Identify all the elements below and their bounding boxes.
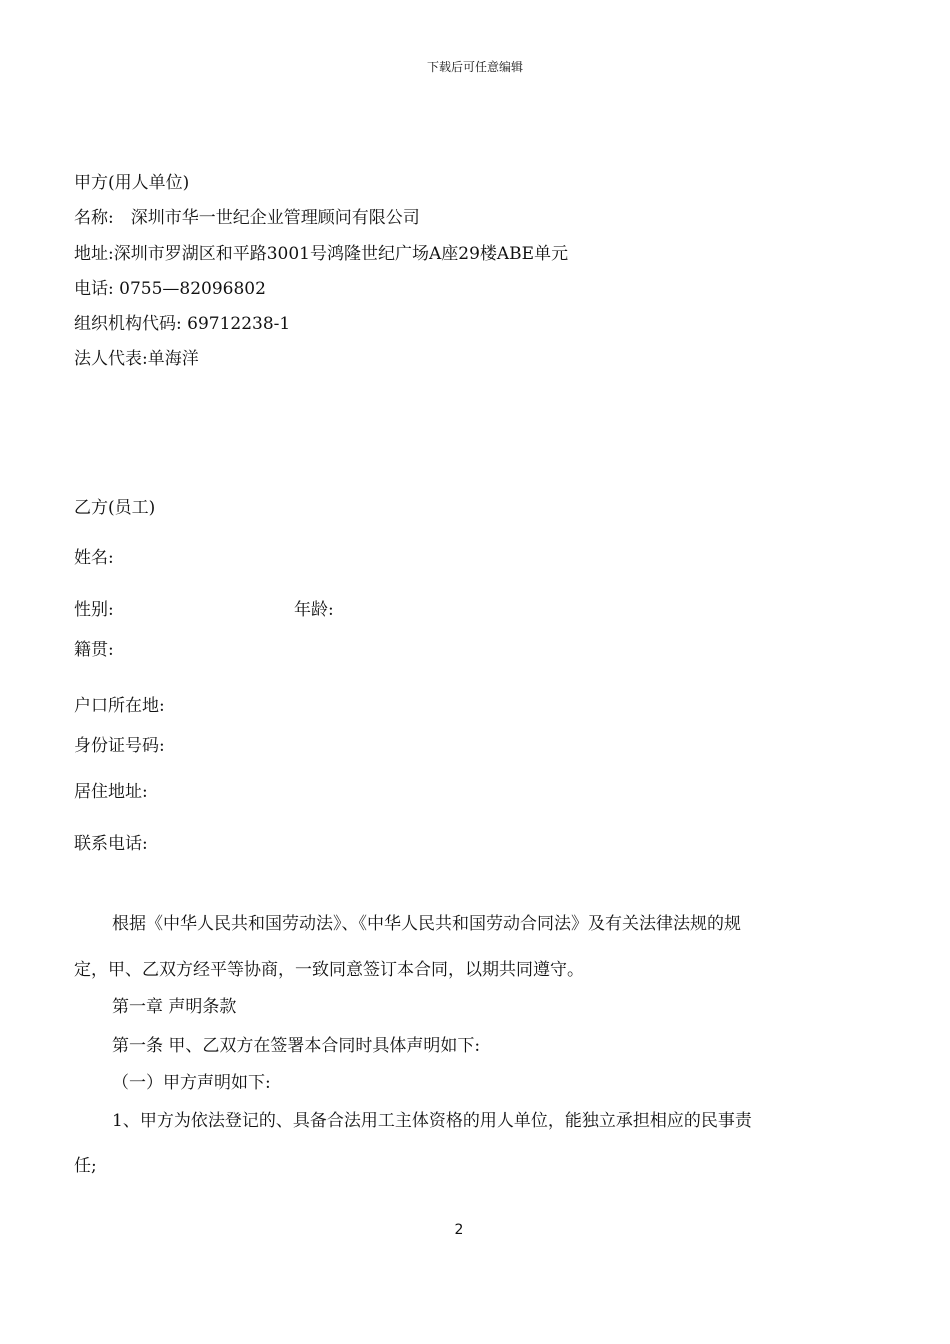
item-1-line-1: 1、甲方为依法登记的、具备合法用工主体资格的用人单位，能独立承担相应的民事责	[112, 1111, 752, 1131]
intro-paragraph-line-1: 根据《中华人民共和国劳动法》、《中华人民共和国劳动合同法》及有关法律法规的规	[112, 914, 741, 934]
page-header: 下载后可任意编辑	[426, 60, 523, 74]
party-b-hukou-label: 户口所在地:	[74, 696, 165, 716]
article-heading: 第一条 甲、乙双方在签署本合同时具体声明如下:	[112, 1036, 481, 1056]
party-a-org-code: 组织机构代码: 69712238-1	[74, 314, 291, 334]
party-b-residence-label: 居住地址:	[74, 782, 148, 802]
party-a-phone: 电话: 0755—82096802	[74, 279, 266, 299]
page-number: 2	[454, 1222, 464, 1238]
party-a-address: 地址:深圳市罗湖区和平路3001号鸿隆世纪广场A座29楼ABE单元	[74, 244, 569, 264]
party-b-contact-label: 联系电话:	[74, 834, 148, 854]
party-a-name: 名称: 深圳市华一世纪企业管理顾问有限公司	[74, 208, 420, 228]
party-a-title: 甲方(用人单位)	[74, 173, 190, 193]
chapter-heading: 第一章 声明条款	[112, 997, 237, 1017]
item-1-line-2: 任;	[74, 1156, 97, 1176]
sub-heading: （一）甲方声明如下:	[112, 1073, 271, 1093]
intro-paragraph-line-2: 定，甲、乙双方经平等协商，一致同意签订本合同，以期共同遵守。	[74, 960, 584, 980]
party-a-legal-rep: 法人代表:单海洋	[74, 349, 199, 369]
party-b-gender-label: 性别:	[74, 600, 114, 620]
party-b-id-label: 身份证号码:	[74, 736, 165, 756]
party-b-name-label: 姓名:	[74, 548, 114, 568]
party-b-age-label: 年龄:	[294, 600, 334, 620]
party-b-title: 乙方(员工)	[74, 498, 156, 518]
party-b-native-label: 籍贯:	[74, 640, 114, 660]
